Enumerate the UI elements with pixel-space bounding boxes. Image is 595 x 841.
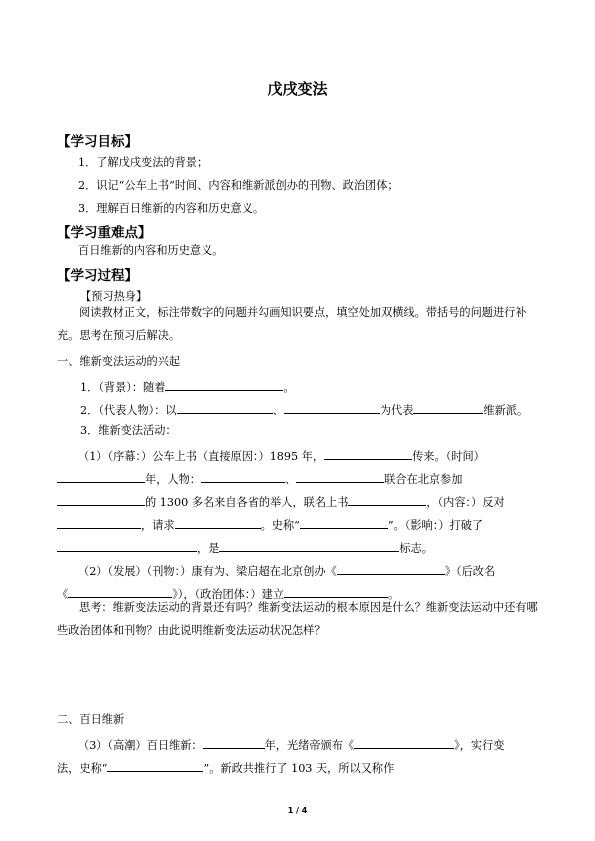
p3-text-d: 法，史称“ [57,762,108,775]
p1-text-c: 年，人物： [145,473,201,486]
fill-blank[interactable] [219,539,399,552]
p1-line-2 [57,470,462,487]
fill-blank[interactable] [337,562,445,575]
p1-text-e: 联合在北京参加 [384,473,463,486]
fill-blank[interactable] [177,401,273,414]
page-number: 1 / 4 [287,806,308,815]
key-points-text: 百日维新的内容和历史意义。 [78,244,224,257]
question-3: 3．维新变法活动： [80,424,177,437]
p1-text-g: ，（内容：）反对 [426,496,505,509]
fill-blank[interactable] [57,539,197,552]
fill-blank[interactable] [175,516,261,529]
fill-blank[interactable] [57,493,145,506]
p2-text-a: （2）（发展）（刊物：）康有为、梁启超在北京创办《 [78,565,337,578]
p3-line-2 [57,759,394,776]
p1-text-h: ，请求 [141,519,175,532]
q1-text-a: 1．（背景）：随着 [80,381,166,394]
p3-text-a: （3）（高潮）百日维新： [78,739,203,752]
goal-item-3: 3．理解百日维新的内容和历史意义。 [78,202,265,215]
heading-process: 【学习过程】 [57,268,138,284]
heading-key-points: 【学习重难点】 [57,225,152,241]
q2-text-d: 维新派。 [483,404,529,417]
section1-title: 一、维新变法运动的兴起 [57,355,181,368]
p2-text-b: 》（后改名 [444,565,496,578]
fill-blank[interactable] [201,470,285,483]
preview-text: 阅读教材正文，标注带数字的问题并勾画知识要点，填空处加双横线。带括号的问题进行补充。思考在预习后解决。 [57,306,527,342]
p2-text-e: 。 [388,588,400,601]
fill-blank[interactable] [107,759,203,772]
question-1 [80,378,295,395]
p1-text-b: 传来。（时间） [412,450,485,463]
fill-blank[interactable] [203,736,265,749]
fill-blank[interactable] [300,516,388,529]
q2-text-c: 为代表 [379,404,414,417]
fill-blank[interactable] [296,470,384,483]
p3-line-1 [78,736,504,753]
fill-blank[interactable] [57,516,141,529]
fill-blank[interactable] [413,401,483,414]
preview-label: 【预习热身】 [80,290,148,303]
p2-text-c: 《 [57,588,69,601]
p1-line-1 [78,447,485,464]
fill-blank[interactable] [284,401,380,414]
p2-line-1 [78,562,495,579]
p1-text-f: 的 1300 多名来自各省的举人，联名上书 [145,496,349,509]
p1-line-3 [57,493,505,510]
fill-blank[interactable] [354,736,454,749]
q1-text-b: 。 [283,381,295,394]
p3-text-b: 年，光绪帝颁布《 [264,739,355,752]
q2-text-a: 2．（代表人物）：以 [80,404,177,417]
fill-blank[interactable] [57,470,145,483]
p1-text-k: ，是 [197,542,220,555]
section2-title: 二、百日维新 [57,713,125,726]
p2-text-d: 》），（政治团体：）建立 [172,588,285,601]
p1-text-l: 标志。 [399,542,433,555]
p3-text-c: 》，实行变 [454,739,505,752]
goal-item-2: 2．识记“公车上书”时间、内容和维新派创办的刊物、政治团体； [78,179,399,192]
fill-blank[interactable] [165,378,283,391]
p1-line-5 [57,539,433,556]
p1-text-j: ”。（影响：）打破了 [387,519,484,532]
page-title: 戊戌变法 [267,80,328,98]
p1-text-d: 、 [284,473,297,486]
q2-text-b: 、 [272,404,284,417]
question-2 [80,401,528,418]
think-question: 思考：维新变法运动的背景还有吗？维新变法运动的根本原因是什么？维新变法运动中还有哪些政治团体和刊物？由此说明维新变法运动状况怎样？ [57,601,538,637]
p1-line-4 [57,516,483,533]
fill-blank[interactable] [324,447,412,460]
p3-text-e: ”。新政共推行了 103 天，所以又称作 [203,762,395,775]
goal-item-1: 1．了解戊戌变法的背景； [78,156,209,169]
p1-text-a: （1）（序幕：）公车上书（直接原因：）1895 年， [78,450,325,463]
fill-blank[interactable] [348,493,426,506]
p1-text-i: 。史称“ [260,519,300,532]
heading-goals: 【学习目标】 [57,134,138,150]
